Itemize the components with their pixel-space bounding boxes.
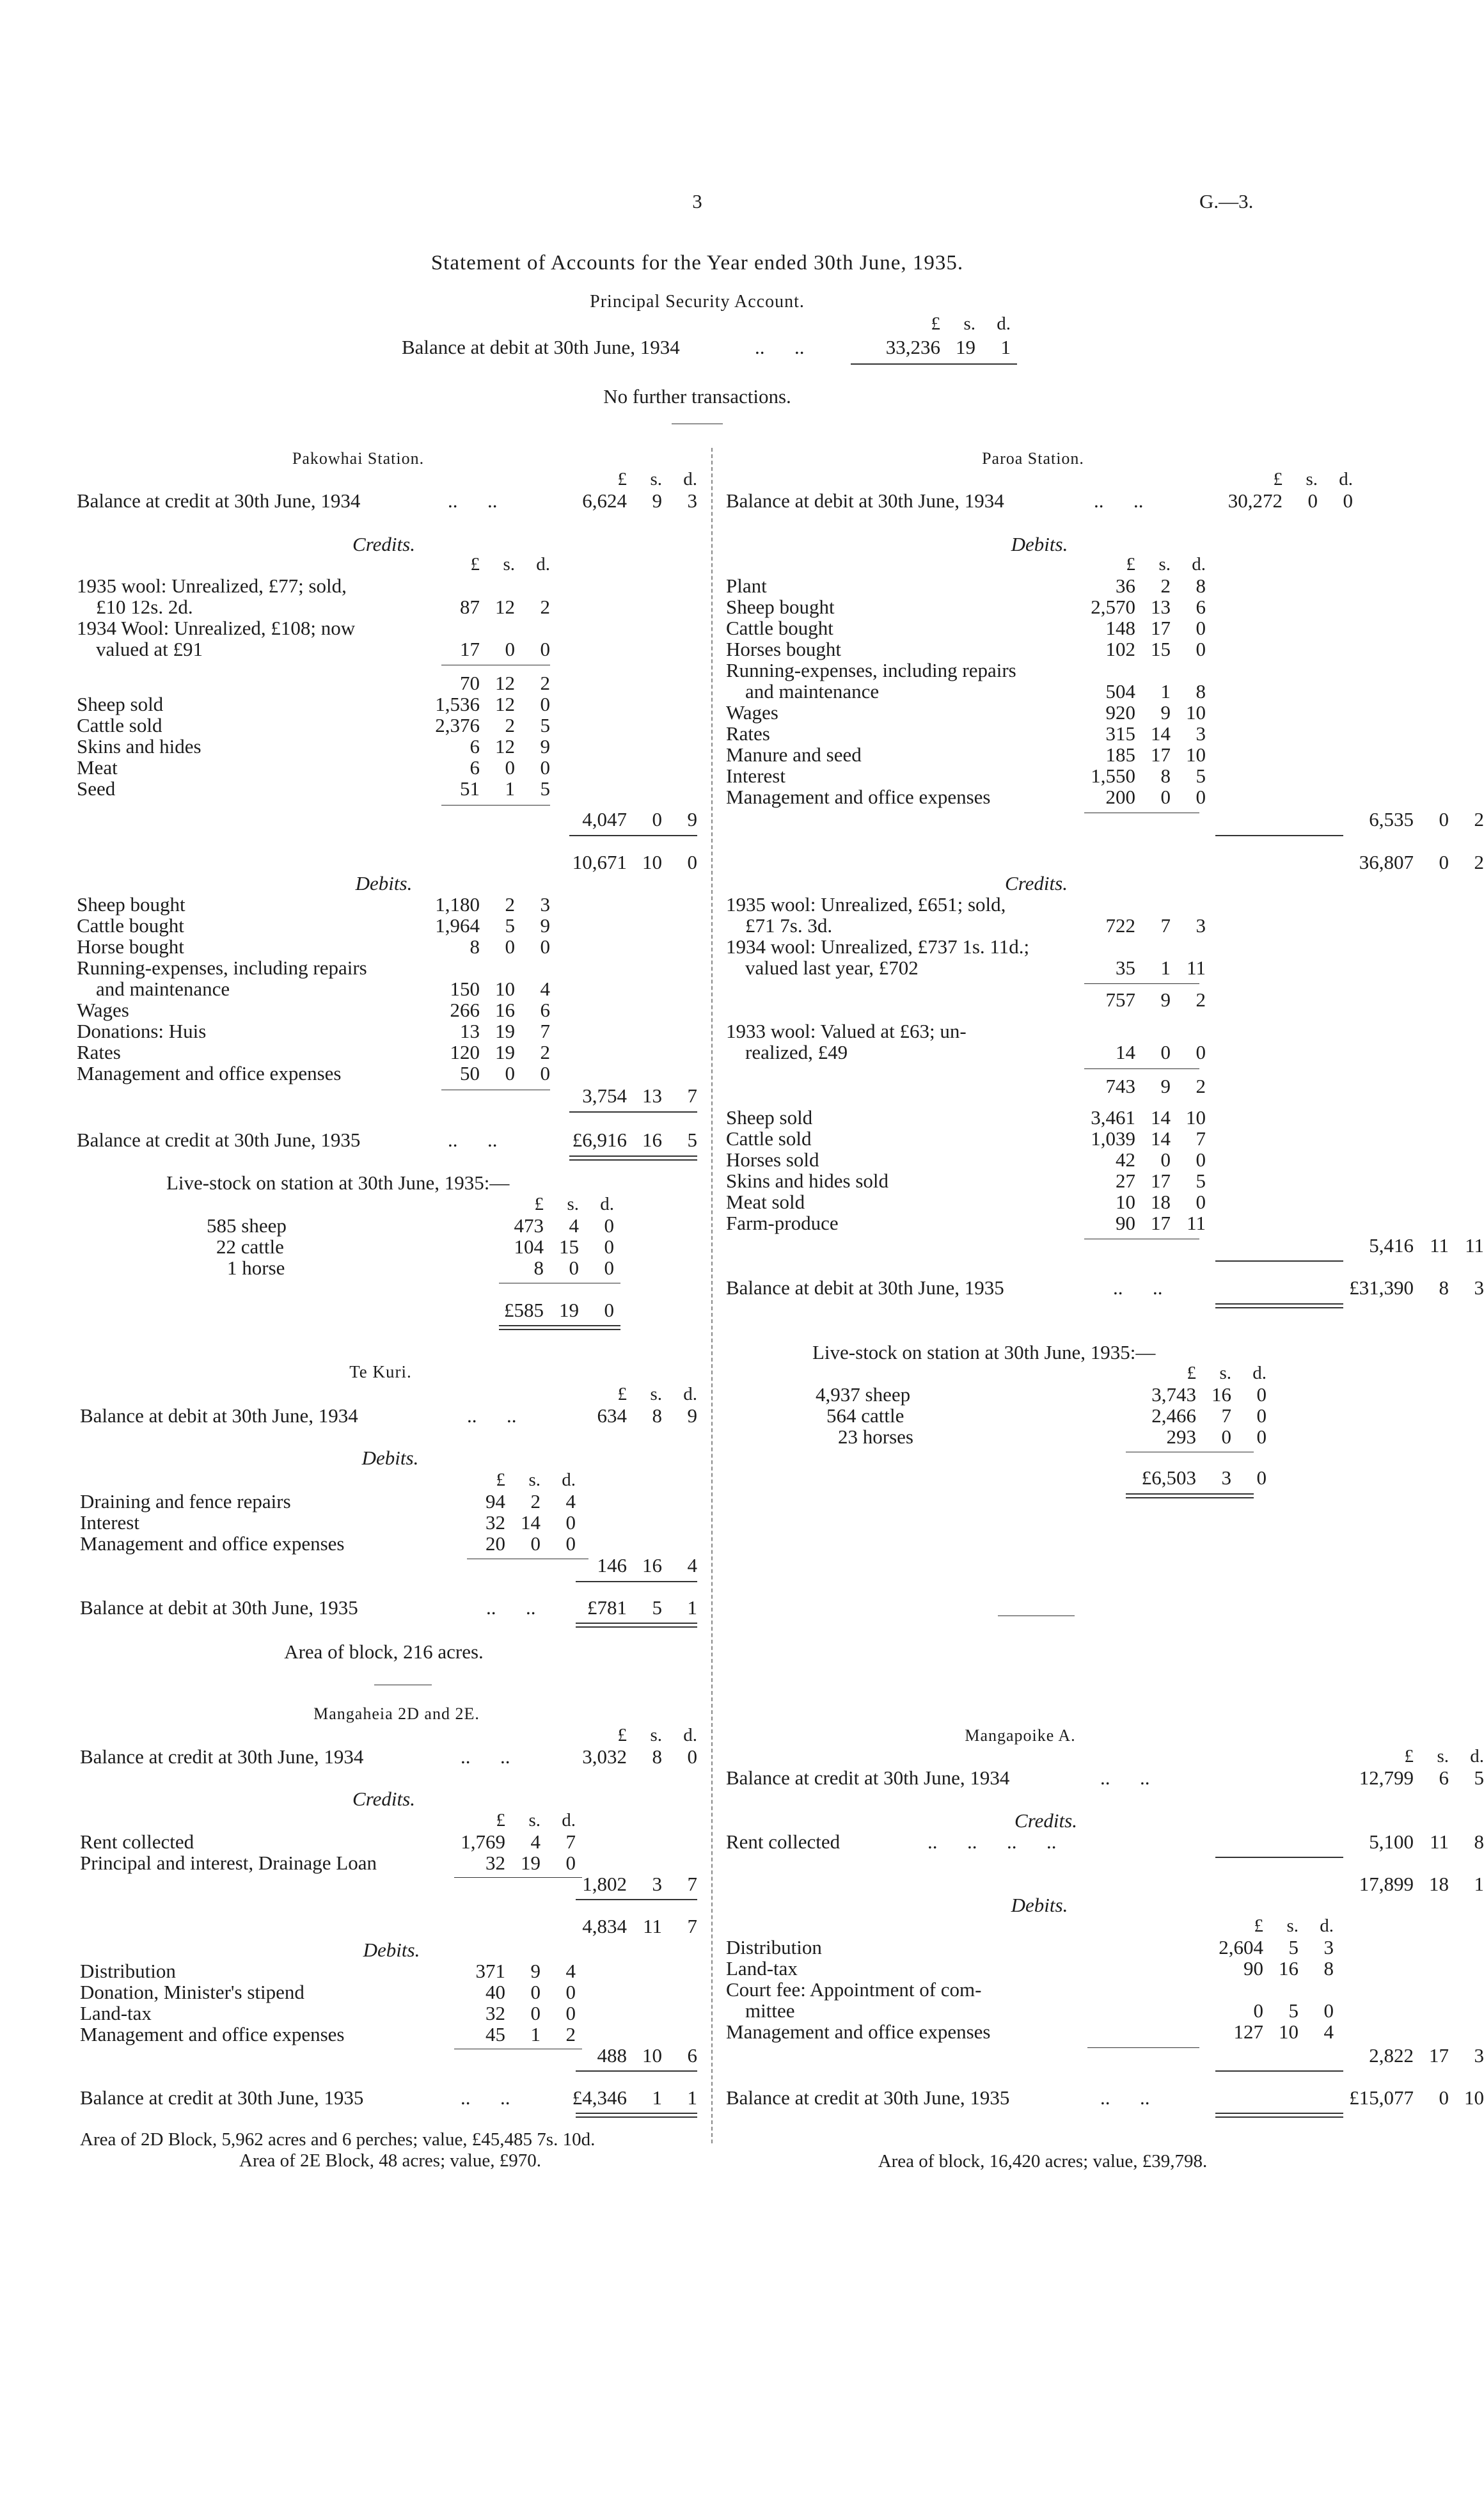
leader-dots: .. .. <box>1100 2086 1150 2109</box>
leader-dots: .. .. <box>448 489 498 512</box>
pakowhai-wool-line: 1935 wool: Unrealized, £77; sold, <box>77 575 347 597</box>
rule <box>1215 2070 1343 2072</box>
rule <box>1215 835 1343 836</box>
pakowhai-debit-label: Cattle bought <box>77 914 184 937</box>
pakowhai-heading: Pakowhai Station. <box>292 449 425 468</box>
pakowhai-livestock-heading: Live-stock on station at 30th June, 1935:— <box>166 1171 510 1194</box>
paroa-wool-line: 1935 wool: Unrealized, £651; sold, <box>726 893 1006 916</box>
mangaheia-area-2e: Area of 2E Block, 48 acres; value, £970. <box>239 2150 541 2171</box>
psa-balance-label: Balance at debit at 30th June, 1934 <box>402 336 680 358</box>
mangapoike-debit-label: Land-tax <box>726 1957 798 1980</box>
pakowhai-wool-line: valued at £91 <box>96 638 203 660</box>
rule <box>576 1581 697 1582</box>
mangaheia-debit-label: Distribution <box>80 1960 176 1982</box>
paroa-credit-label: Skins and hides sold <box>726 1170 889 1192</box>
mangaheia-area-2d: Area of 2D Block, 5,962 acres and 6 perches; value, £45,485 7s. 10d. <box>80 2129 596 2150</box>
mangaheia-heading: Mangaheia 2D and 2E. <box>313 1704 480 1723</box>
paroa-debit-label: Cattle bought <box>726 617 833 639</box>
leader-dots: .. .. <box>486 1596 536 1619</box>
paroa-credit-label: Farm-produce <box>726 1212 839 1234</box>
leader-dots: .. .. <box>467 1404 517 1427</box>
mangapoike-credit-label: Rent collected <box>726 1830 841 1853</box>
paroa-credit-label: Meat sold <box>726 1191 805 1213</box>
paroa-credit-label: Sheep sold <box>726 1106 813 1129</box>
paroa-credit-label: Horses sold <box>726 1148 819 1171</box>
pakowhai-debit-label: Wages <box>77 999 129 1021</box>
rule <box>569 1111 697 1113</box>
pakowhai-debit-label: Donations: Huis <box>77 1020 207 1042</box>
paroa-debit-label: Manure and seed <box>726 743 862 766</box>
pakowhai-credit-label: Sheep sold <box>77 693 164 715</box>
paroa-debit-label: Interest <box>726 765 785 787</box>
rule <box>851 363 1017 365</box>
pakowhai-debits-heading: Debits. <box>355 872 413 894</box>
pakowhai-credit-label: Meat <box>77 756 118 779</box>
paroa-livestock-label: 564 cattle <box>826 1404 904 1427</box>
mangaheia-closing-label: Balance at credit at 30th June, 1935 <box>80 2086 364 2109</box>
pakowhai-credit-label: Skins and hides <box>77 735 201 758</box>
pakowhai-livestock-label: 1 horse <box>227 1257 285 1279</box>
leader-dots: .. .. <box>1094 489 1144 512</box>
paroa-debit-label: Management and office expenses <box>726 786 991 808</box>
leader-dots: .. .. <box>461 2086 510 2109</box>
mangapoike-debit-label: mittee <box>745 1999 795 2022</box>
paroa-debit-label: Rates <box>726 722 770 745</box>
rule <box>576 2070 697 2072</box>
paroa-closing-label: Balance at debit at 30th June, 1935 <box>726 1276 1004 1299</box>
document-reference: G.—3. <box>1199 190 1254 212</box>
paroa-credit-label: Cattle sold <box>726 1127 812 1150</box>
pakowhai-credit-label: Cattle sold <box>77 714 162 736</box>
tekuri-debit-label: Draining and fence repairs <box>80 1490 291 1513</box>
mangaheia-debit-label: Donation, Minister's stipend <box>80 1981 304 2003</box>
rule <box>1215 1857 1343 1858</box>
leader-dots: .. .. <box>448 1129 498 1151</box>
rule <box>441 805 550 806</box>
tekuri-debit-label: Management and office expenses <box>80 1532 345 1555</box>
leader-dots: .. .. <box>1113 1276 1163 1299</box>
leader-dots: .. .. <box>1100 1767 1150 1789</box>
mangapoike-area: Area of block, 16,420 acres; value, £39,798. <box>878 2151 1208 2172</box>
leader-dots: .. .. <box>755 336 805 358</box>
pakowhai-credit-label: Seed <box>77 777 116 800</box>
mangapoike-debit-label: Management and office expenses <box>726 2021 991 2043</box>
paroa-heading: Paroa Station. <box>982 449 1084 468</box>
rule <box>1215 1303 1343 1305</box>
paroa-opening-label: Balance at debit at 30th June, 1934 <box>726 489 1004 512</box>
mangaheia-credit-label: Principal and interest, Drainage Loan <box>80 1852 377 1874</box>
statement-title: Statement of Accounts for the Year ended 30th June, 1935. <box>430 251 964 274</box>
rule <box>499 1325 620 1326</box>
mangaheia-opening-label: Balance at credit at 30th June, 1934 <box>80 1745 364 1768</box>
rule <box>576 1623 697 1624</box>
page-number: 3 <box>692 190 702 212</box>
rule <box>1215 1307 1343 1308</box>
rule <box>576 2113 697 2114</box>
paroa-wool1933-line: realized, £49 <box>745 1041 848 1063</box>
mangaheia-debit-label: Land-tax <box>80 2002 152 2024</box>
mangaheia-credits-heading: Credits. <box>352 1788 415 1810</box>
rule <box>1084 1068 1199 1069</box>
tekuri-closing-label: Balance at debit at 30th June, 1935 <box>80 1596 358 1619</box>
rule <box>1126 1497 1254 1498</box>
paroa-livestock-heading: Live-stock on station at 30th June, 1935:— <box>812 1341 1156 1363</box>
rule <box>569 835 697 836</box>
rule <box>1215 2116 1343 2118</box>
mangapoike-debit-label: Distribution <box>726 1936 822 1958</box>
mangaheia-credit-label: Rent collected <box>80 1830 194 1853</box>
mangaheia-debits-heading: Debits. <box>363 1939 420 1961</box>
pakowhai-debit-label: and maintenance <box>96 978 230 1000</box>
rule <box>576 1899 697 1900</box>
mangapoike-credits-heading: Credits. <box>1014 1809 1077 1832</box>
paroa-debit-label: Horses bought <box>726 638 841 660</box>
rule <box>576 2116 697 2118</box>
tekuri-debit-label: Interest <box>80 1511 139 1534</box>
leader-dots: .. .. .. .. <box>928 1830 1057 1853</box>
pakowhai-livestock-label: 585 sheep <box>207 1214 287 1237</box>
tekuri-heading: Te Kuri. <box>349 1362 412 1381</box>
paroa-livestock-label: 4,937 sheep <box>816 1383 911 1406</box>
column-divider <box>711 448 713 2143</box>
mangaheia-debit-label: Management and office expenses <box>80 2023 345 2045</box>
pakowhai-debit-label: Management and office expenses <box>77 1062 342 1084</box>
paroa-debit-label: and maintenance <box>745 680 880 703</box>
rule <box>1084 983 1199 984</box>
tekuri-opening-label: Balance at debit at 30th June, 1934 <box>80 1404 358 1427</box>
paroa-livestock-label: 23 horses <box>838 1425 913 1448</box>
leader-dots: .. .. <box>461 1745 510 1768</box>
rule <box>1215 2113 1343 2114</box>
rule <box>1126 1493 1254 1495</box>
paroa-debit-label: Running-expenses, including repairs <box>726 659 1016 681</box>
rule <box>454 1877 582 1878</box>
pakowhai-wool-line: 1934 Wool: Unrealized, £108; now <box>77 617 356 639</box>
mangapoike-closing-label: Balance at credit at 30th June, 1935 <box>726 2086 1010 2109</box>
paroa-wool-line: 1934 wool: Unrealized, £737 1s. 11d.; <box>726 935 1030 958</box>
rule <box>569 1159 697 1161</box>
psa-note: No further transactions. <box>603 385 791 408</box>
paroa-debit-label: Plant <box>726 575 767 597</box>
mangapoike-debits-heading: Debits. <box>1011 1894 1068 1916</box>
pakowhai-debit-label: Running-expenses, including repairs <box>77 957 367 979</box>
rule <box>1215 1260 1343 1262</box>
mangapoike-heading: Mangapoike A. <box>965 1726 1076 1745</box>
paroa-wool-line: valued last year, £702 <box>745 957 919 979</box>
rule <box>499 1329 620 1330</box>
pakowhai-opening-label: Balance at credit at 30th June, 1934 <box>77 489 361 512</box>
tekuri-area: Area of block, 216 acres. <box>284 1640 484 1663</box>
pakowhai-closing-label: Balance at credit at 30th June, 1935 <box>77 1129 361 1151</box>
rule <box>569 1155 697 1157</box>
paroa-debit-label: Sheep bought <box>726 596 835 618</box>
pakowhai-debit-label: Sheep bought <box>77 893 186 916</box>
psa-heading: Principal Security Account. <box>590 292 805 312</box>
tekuri-debits-heading: Debits. <box>361 1447 419 1469</box>
pakowhai-livestock-label: 22 cattle <box>216 1235 284 1258</box>
paroa-wool-line: £71 7s. 3d. <box>745 914 833 937</box>
paroa-credits-heading: Credits. <box>1005 872 1068 894</box>
mangapoike-debit-label: Court fee: Appointment of com- <box>726 1978 982 2001</box>
paroa-wool1933-line: 1933 wool: Valued at £63; un- <box>726 1020 967 1042</box>
document-page: 3 G.—3. Statement of Accounts for the Year ended 30th June, 1935. Principal Security Account. £ s. d. Balance at debit at 30th June, 1934 .. .. 33,236 19 1 No further transactions. Pakowhai Station. £ s. d. Balance at credit at 30th June, 1934 .. .. 6,624 9 3 Credits. £ s. d. 1935 wool: Unrealized, £77; sold, £10 12s. 2d. 87 12 2 1934 Wool: Unrealized, £108; now valued at £91 17 0 0 70 12 2 Sheep sold 1,536 12 0 Cattle sold 2,376 2 5 Skins and hides 6 12 9 Meat 6 0 0 Seed 51 1 5 4,047 0 9 10,671 10 0 Debits. Sheep bought 1,180 2 3 Cattle bought 1,964 5 9 Horse bought 8 0 0 Running-expenses, including repairs and maintenance 150 10 4 Wages 266 16 6 Donations: Huis 13 19 7 Rates 120 19 2 Management and office expenses 50 0 0 3,754 13 7 Balance at credit at 30th June, 1935 .. .. £6,916 16 5 Live-stock on station at 30th June, 1935:— £ s. d. 585 sheep 473 4 0 22 cattle 104 15 0 1 horse 8 0 0 £585 19 0 Te Kuri. £ s. d. Balance at debit at 30th June, 1934 .. .. 634 8 9 Debits. £ s. d. Draining and fence repairs 94 2 4 Interest 32 14 0 Management and office expenses 20 0 0 146 16 4 Balance at debit at 30th June, 1935 .. .. £781 5 1 Area of block, 216 acres. Mangaheia 2D and 2E. £ s. d. Balance at credit at 30th June, 1934 .. .. 3,032 8 0 Credits. £ s. d. Rent collected 1,769 4 7 Principal and interest, Drainage Loan 32 19 0 1,802 3 7 4,834 11 7 Debits. Distribution 371 9 4 Donation, Minister's stipend 40 0 0 Land-tax 32 0 0 Management and office expenses 45 1 2 488 10 6 Balance at credit at 30th June, 1935 .. .. £4,346 1 1 Area of 2D Block, 5,962 acres and 6 perches; value, £45,485 7s. 10d. Area of 2E Block, 48 acres; value, £970. Paroa Station. £ s. d. Balance at debit at 30th June, 1934 .. .. 30,272 0 0 Debits. £ s. d. Plant 36 2 8 Sheep bought 2,570 13 6 Cattle bought 148 17 0 Horses bought 102 15 0 Running-expenses, including repairs and maintenance 504 1 8 Wages 920 9 10 Rates 315 14 3 Manure and seed 185 17 10 Interest 1,550 8 5 Management and office expenses 200 0 0 6,535 0 2 36,807 0 2 Credits. 1935 wool: Unrealized, £651; sold, £71 7s. 3d. 722 7 3 1934 wool: Unrealized, £737 1s. 11d.; valued last year, £702 35 1 11 757 9 2 1933 wool: Valued at £63; un- realized, £49 14 0 0 743 9 2 Sheep sold 3,461 14 10 Cattle sold 1,039 14 7 Horses sold 42 0 0 Skins and hides sold 27 17 5 Meat sold 10 18 0 Farm-produce 90 17 11 5,416 11 11 Balance at debit at 30th June, 1935 .. .. £31,390 8 3 Live-stock on station at 30th June, 1935:— £ s. d. 4,937 sheep 3,743 16 0 564 cattle 2,466 7 0 23 horses 293 0 0 £6,503 3 0 Mangapoike A. £ s. d. Balance at credit at 30th June, 1934 .. .. 12,799 6 5 Credits. Rent collected .. .. .. .. 5,100 11 8 17,899 18 1 Debits. £ s. d. Distribution 2,604 5 3 Land-tax 90 16 8 Court fee: Appointment of com- mittee 0 5 0 Management and office expenses 127 10 4 2,822 17 3 Balance at credit at 30th June, 1935 .. .. £15,077 0 10 Area of block, 16,420 acres; value, £39,798. <box>77 190 1484 2172</box>
mangapoike-opening-label: Balance at credit at 30th June, 1934 <box>726 1767 1010 1789</box>
paroa-debits-heading: Debits. <box>1011 533 1068 555</box>
pakowhai-debit-label: Horse bought <box>77 935 184 958</box>
rule <box>1087 2047 1199 2048</box>
paroa-debit-label: Wages <box>726 701 778 724</box>
pakowhai-wool-line: £10 12s. 2d. <box>96 596 193 618</box>
pakowhai-debit-label: Rates <box>77 1041 121 1063</box>
rule <box>576 1626 697 1628</box>
pakowhai-credits-heading: Credits. <box>352 533 415 555</box>
